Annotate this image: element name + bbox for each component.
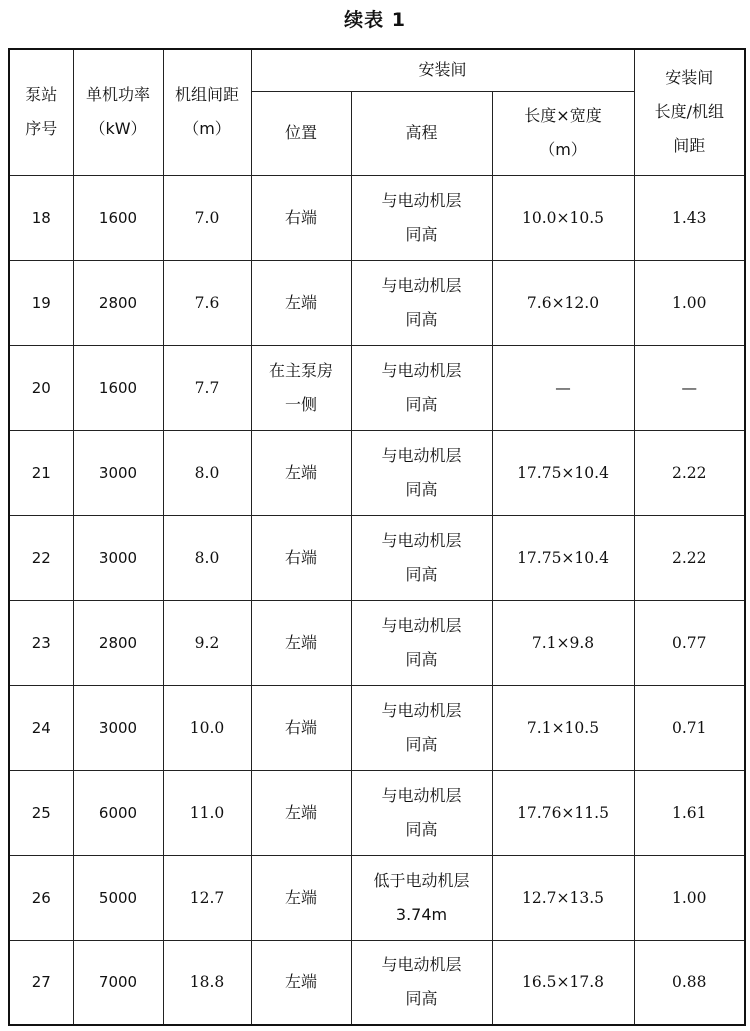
cell-ratio: 0.88: [634, 940, 745, 1025]
cell-ratio: 1.00: [634, 855, 745, 940]
cell-station-no: 26: [9, 855, 73, 940]
header-installation-room: 安装间: [251, 49, 634, 91]
cell-length-width: 7.1×10.5: [492, 685, 634, 770]
cell-unit-power: 7000: [73, 940, 163, 1025]
header-station-no: 泵站 序号: [9, 49, 73, 175]
cell-unit-spacing: 7.7: [163, 345, 251, 430]
header-position: 位置: [251, 91, 351, 175]
cell-elevation: 与电动机层 同高: [351, 770, 492, 855]
cell-station-no: 20: [9, 345, 73, 430]
table-body: [9, 175, 745, 1025]
header-length-width: 长度×宽度 （m）: [492, 91, 634, 175]
cell-length-width: 17.76×11.5: [492, 770, 634, 855]
cell-station-no: 25: [9, 770, 73, 855]
table-caption: 续表 1: [344, 9, 406, 31]
table-row: [9, 600, 745, 685]
cell-ratio: 0.71: [634, 685, 745, 770]
cell-length-width: 7.6×12.0: [492, 260, 634, 345]
cell-station-no: 23: [9, 600, 73, 685]
installation-room-table: [8, 48, 746, 1026]
header-unit-power: 单机功率 （kW）: [73, 49, 163, 175]
table-row: [9, 940, 745, 1025]
cell-position: 右端: [251, 515, 351, 600]
cell-ratio: 1.43: [634, 175, 745, 260]
cell-unit-power: 1600: [73, 175, 163, 260]
cell-length-width: 17.75×10.4: [492, 430, 634, 515]
table-row: [9, 685, 745, 770]
cell-unit-power: 3000: [73, 685, 163, 770]
cell-unit-power: 1600: [73, 345, 163, 430]
table-row: [9, 430, 745, 515]
cell-length-width: 16.5×17.8: [492, 940, 634, 1025]
cell-ratio: 0.77: [634, 600, 745, 685]
cell-unit-spacing: 8.0: [163, 515, 251, 600]
cell-length-width: 12.7×13.5: [492, 855, 634, 940]
cell-unit-spacing: 7.0: [163, 175, 251, 260]
cell-unit-power: 5000: [73, 855, 163, 940]
cell-ratio: 1.61: [634, 770, 745, 855]
cell-position: 右端: [251, 685, 351, 770]
cell-ratio: 2.22: [634, 430, 745, 515]
cell-unit-power: 3000: [73, 430, 163, 515]
cell-station-no: 18: [9, 175, 73, 260]
cell-position: 右端: [251, 175, 351, 260]
cell-position: 左端: [251, 770, 351, 855]
cell-ratio: 2.22: [634, 515, 745, 600]
cell-elevation: 低于电动机层 3.74m: [351, 855, 492, 940]
cell-position: 在主泵房 一侧: [251, 345, 351, 430]
cell-unit-spacing: 10.0: [163, 685, 251, 770]
table-row: [9, 345, 745, 430]
table-row: [9, 855, 745, 940]
table-row: [9, 770, 745, 855]
cell-unit-spacing: 11.0: [163, 770, 251, 855]
cell-unit-power: 3000: [73, 515, 163, 600]
cell-elevation: 与电动机层 同高: [351, 600, 492, 685]
cell-station-no: 22: [9, 515, 73, 600]
cell-elevation: 与电动机层 同高: [351, 940, 492, 1025]
cell-position: 左端: [251, 260, 351, 345]
table-row: [9, 515, 745, 600]
cell-elevation: 与电动机层 同高: [351, 345, 492, 430]
cell-position: 左端: [251, 855, 351, 940]
cell-elevation: 与电动机层 同高: [351, 175, 492, 260]
cell-length-width: 10.0×10.5: [492, 175, 634, 260]
cell-elevation: 与电动机层 同高: [351, 430, 492, 515]
cell-station-no: 19: [9, 260, 73, 345]
cell-unit-spacing: 18.8: [163, 940, 251, 1025]
header-ratio: 安装间 长度/机组 间距: [634, 49, 745, 175]
cell-length-width: —: [492, 345, 634, 430]
cell-position: 左端: [251, 600, 351, 685]
cell-elevation: 与电动机层 同高: [351, 685, 492, 770]
cell-unit-spacing: 9.2: [163, 600, 251, 685]
header-elevation: 高程: [351, 91, 492, 175]
cell-unit-power: 2800: [73, 260, 163, 345]
cell-station-no: 21: [9, 430, 73, 515]
cell-position: 左端: [251, 430, 351, 515]
header-row-top: [9, 49, 745, 91]
table-row: [9, 260, 745, 345]
cell-elevation: 与电动机层 同高: [351, 260, 492, 345]
cell-length-width: 17.75×10.4: [492, 515, 634, 600]
cell-unit-spacing: 8.0: [163, 430, 251, 515]
cell-ratio: 1.00: [634, 260, 745, 345]
cell-unit-power: 6000: [73, 770, 163, 855]
cell-elevation: 与电动机层 同高: [351, 515, 492, 600]
cell-ratio: —: [634, 345, 745, 430]
cell-station-no: 27: [9, 940, 73, 1025]
cell-position: 左端: [251, 940, 351, 1025]
cell-station-no: 24: [9, 685, 73, 770]
header-unit-spacing: 机组间距 （m）: [163, 49, 251, 175]
cell-unit-spacing: 7.6: [163, 260, 251, 345]
table-row: [9, 175, 745, 260]
cell-length-width: 7.1×9.8: [492, 600, 634, 685]
cell-unit-spacing: 12.7: [163, 855, 251, 940]
cell-unit-power: 2800: [73, 600, 163, 685]
